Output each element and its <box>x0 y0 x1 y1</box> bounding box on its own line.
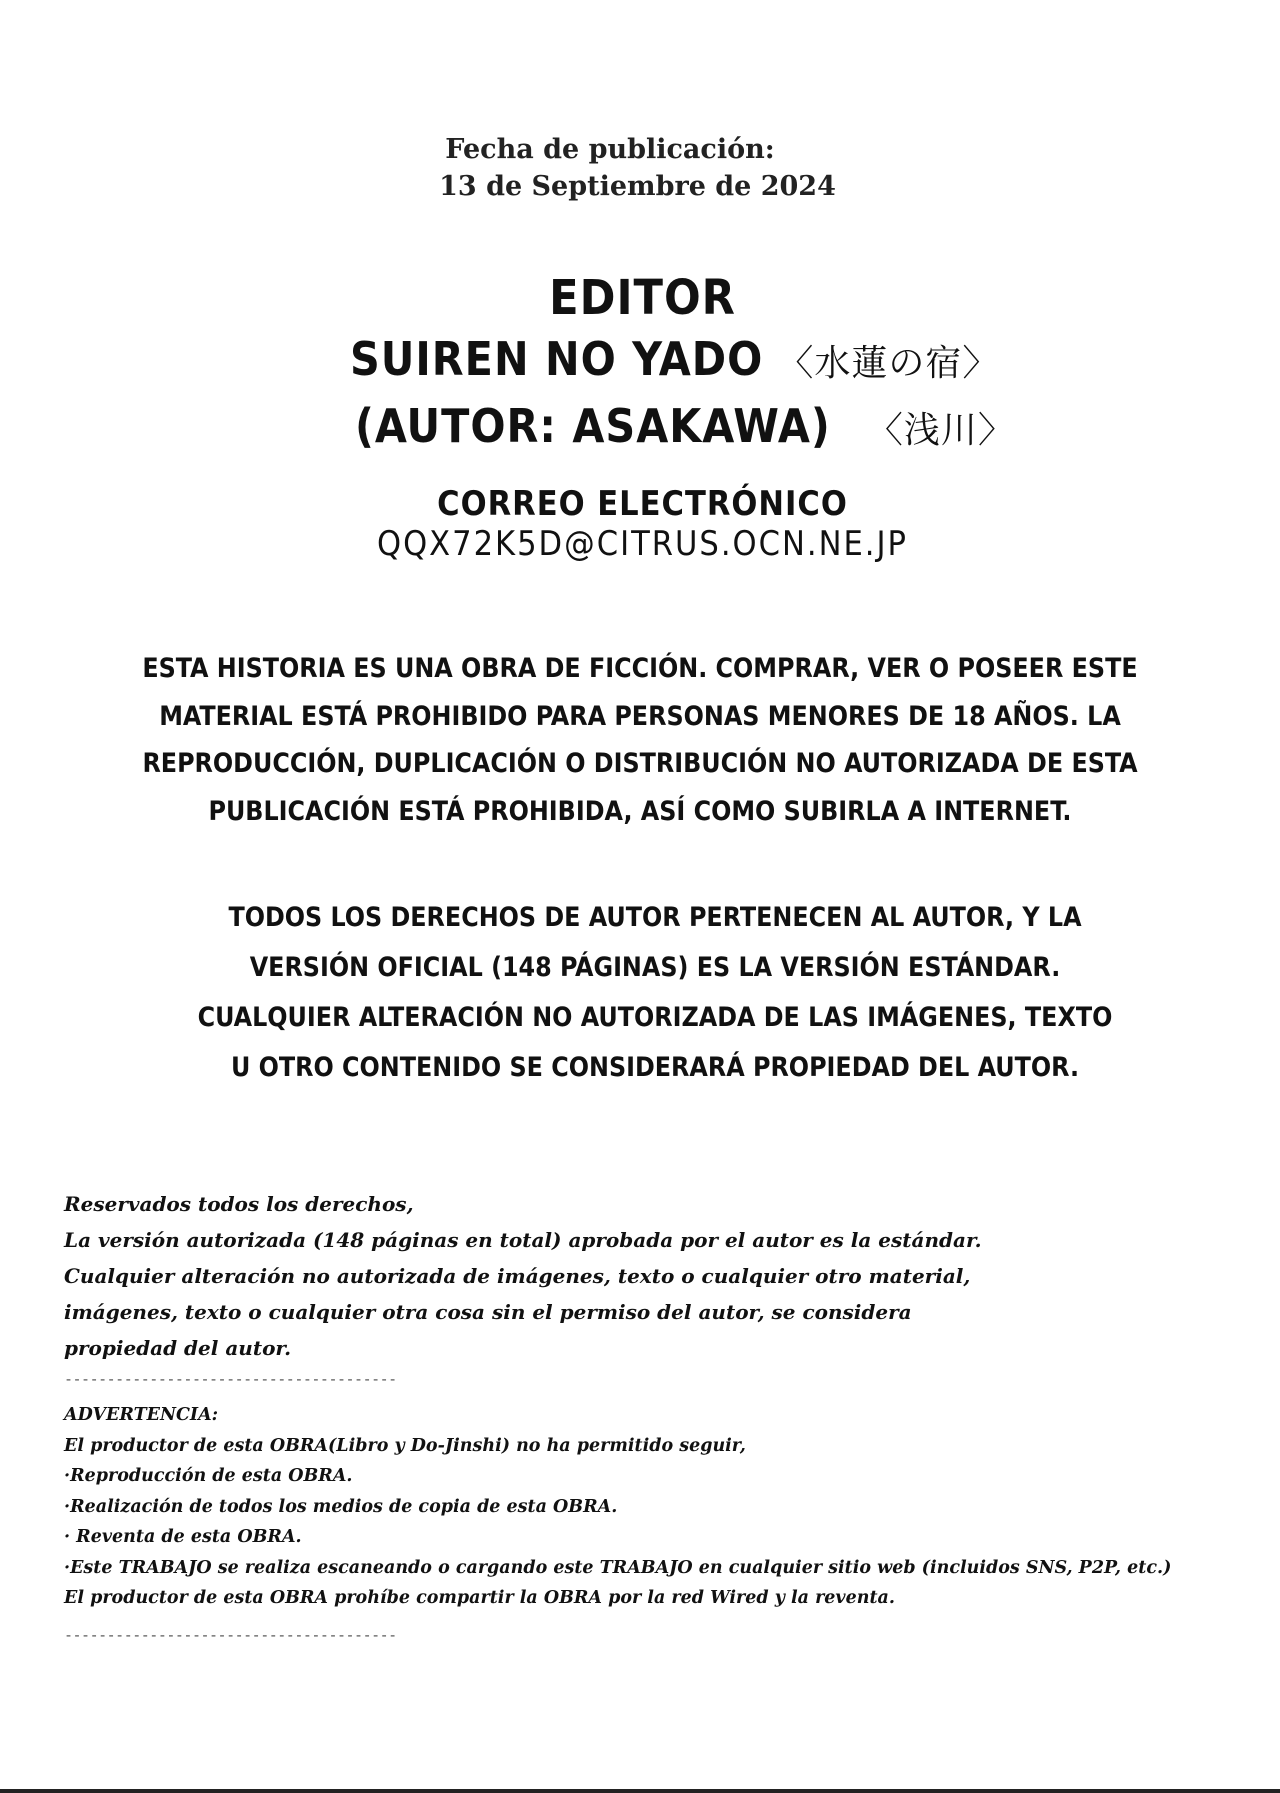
contact-block <box>0 484 1280 564</box>
author-name: (AUTOR: ASAKAWA) <box>355 399 831 453</box>
author-line <box>0 395 1280 462</box>
legal-line: imágenes, texto o cualquier otra cosa sin el permiso del autor, se considera <box>64 1300 912 1324</box>
fiction-notice-line: REPRODUCCIÓN, DUPLICACIÓN O DISTRIBUCIÓN NO AUTORIZADA DE ESTA <box>142 748 1138 779</box>
warning-line: ·Realización de todos los medios de copia de esta OBRA. <box>64 1496 618 1517</box>
legal-line: La versión autorizada (148 páginas en total) aprobada por el autor es la estándar. <box>64 1228 982 1252</box>
copyright-notice-line: VERSIÓN OFICIAL (148 PÁGINAS) ES LA VERSIÓN ESTÁNDAR. <box>249 952 1061 983</box>
legal-paragraph <box>64 1186 1244 1366</box>
page-bottom-border <box>0 1789 1280 1793</box>
copyright-notice <box>125 893 1185 1093</box>
copyright-notice-line: CUALQUIER ALTERACIÓN NO AUTORIZADA DE LAS IMÁGENES, TEXTO <box>197 1002 1113 1033</box>
publication-date-label: Fecha de publicación: <box>445 134 775 165</box>
separator-line: --------------------------------------- <box>64 1626 397 1644</box>
contact-label: CORREO ELECTRÓNICO <box>437 484 848 524</box>
warning-block <box>64 1400 1254 1614</box>
warning-line: · Reventa de esta OBRA. <box>64 1527 302 1547</box>
legal-line: Reservados todos los derechos, <box>64 1192 414 1216</box>
editor-name-jp: 〈水蓮の宿〉 <box>777 343 1000 384</box>
author-name-jp: 〈浅川〉 <box>866 410 1015 451</box>
warning-line: El productor de esta OBRA(Libro y Do-Jinshi) no ha permitido seguir, <box>64 1435 746 1456</box>
publication-date-value: 13 de Septiembre de 2024 <box>439 171 836 202</box>
warning-line: ·Reproducción de esta OBRA. <box>64 1466 353 1486</box>
editor-block <box>0 268 1280 462</box>
copyright-notice-line: TODOS LOS DERECHOS DE AUTOR PERTENECEN AL AUTOR, Y LA <box>228 902 1082 933</box>
fiction-notice-line: PUBLICACIÓN ESTÁ PROHIBIDA, ASÍ COMO SUBIRLA A INTERNET. <box>208 795 1072 827</box>
contact-email: QQX72K5D@CITRUS.OCN.NE.JP <box>377 524 908 564</box>
editor-name-line <box>0 328 1280 395</box>
fiction-notice <box>100 645 1180 835</box>
legal-line: propiedad del autor. <box>64 1336 292 1360</box>
editor-name: SUIREN NO YADO <box>350 332 764 386</box>
editor-label: EDITOR <box>549 270 736 326</box>
copyright-notice-line: U OTRO CONTENIDO SE CONSIDERARÁ PROPIEDAD DEL AUTOR. <box>230 1052 1080 1083</box>
warning-title: ADVERTENCIA: <box>64 1405 219 1425</box>
legal-line: Cualquier alteración no autorizada de imágenes, texto o cualquier otro material, <box>64 1264 971 1288</box>
publication-date-block <box>0 131 1280 205</box>
separator-line: --------------------------------------- <box>64 1370 397 1388</box>
warning-line: ·Este TRABAJO se realiza escaneando o cargando este TRABAJO en cualquier sitio web (incluidos SNS, P2P, etc.) <box>64 1557 1172 1578</box>
fiction-notice-line: ESTA HISTORIA ES UNA OBRA DE FICCIÓN. COMPRAR, VER O POSEER ESTE <box>142 653 1138 684</box>
warning-line: El productor de esta OBRA prohíbe compartir la OBRA por la red Wired y la reventa. <box>64 1588 895 1608</box>
fiction-notice-line: MATERIAL ESTÁ PROHIBIDO PARA PERSONAS MENORES DE 18 AÑOS. LA <box>159 700 1121 732</box>
